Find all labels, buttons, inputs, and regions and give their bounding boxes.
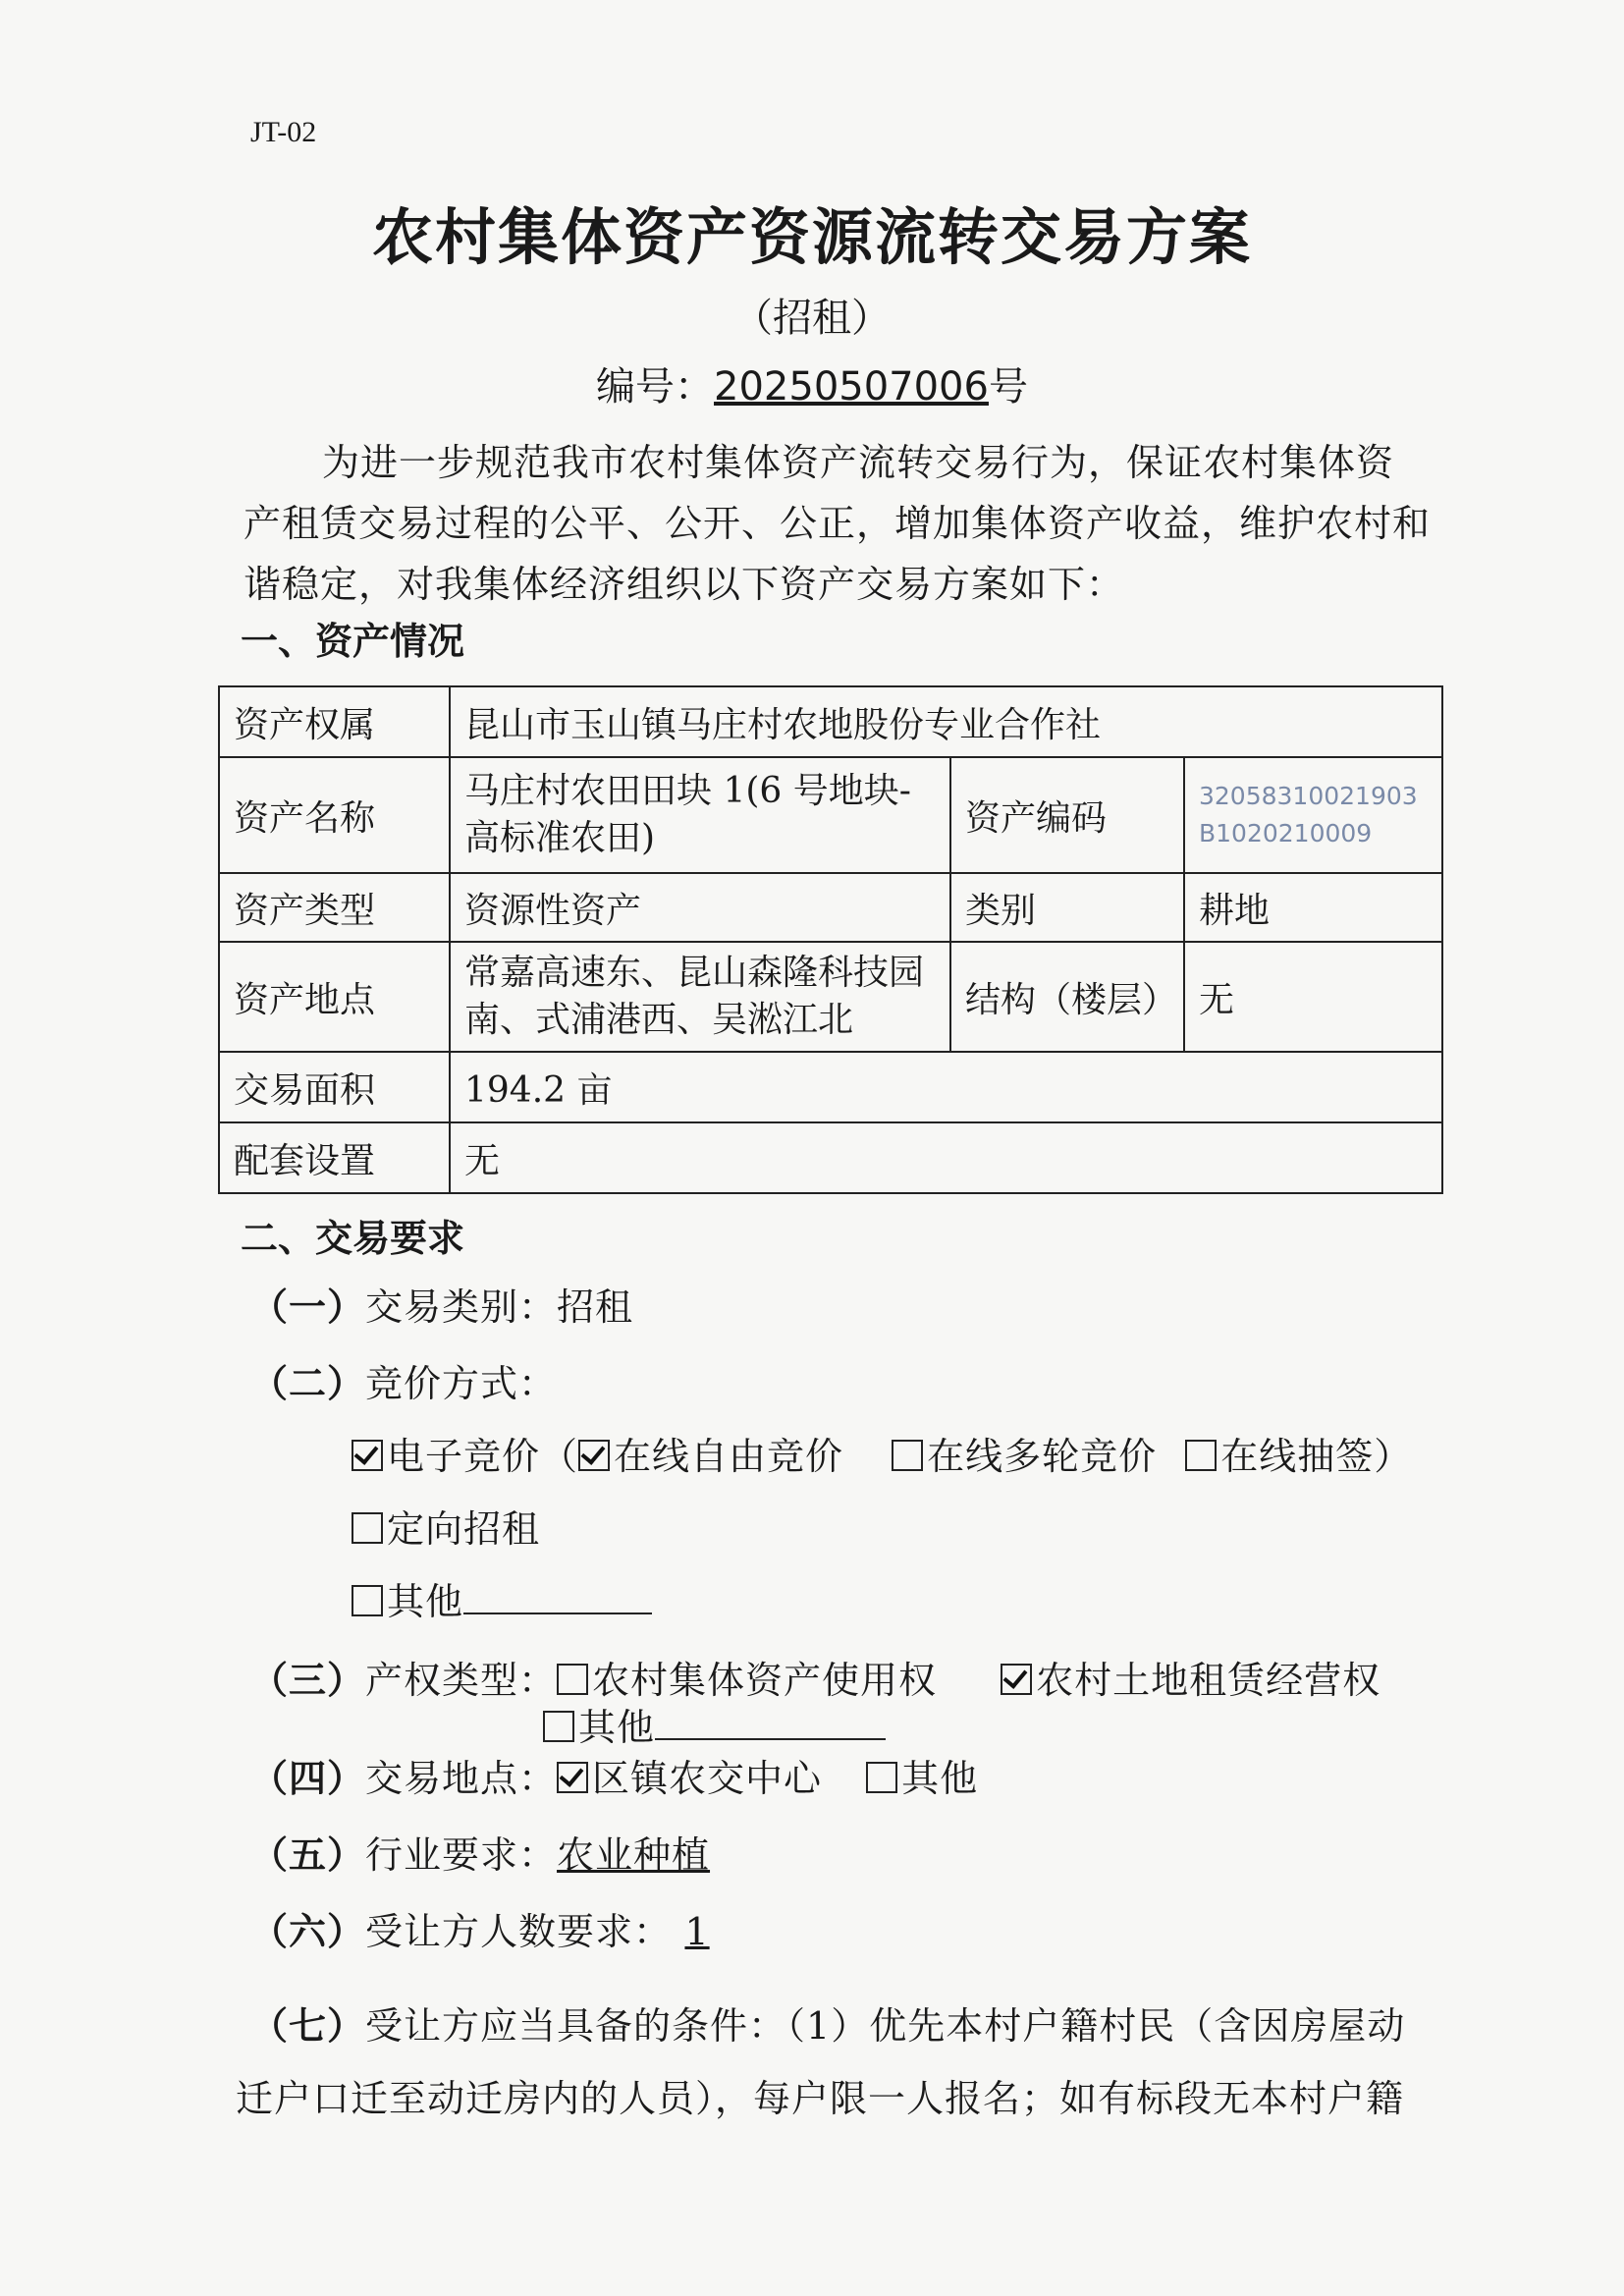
asset-table	[218, 685, 1443, 1194]
req-transaction-location	[250, 1748, 978, 1802]
req-bidding-method	[250, 1353, 557, 1407]
type-value: 资源性资产	[450, 873, 950, 942]
section-asset-heading: 一、资产情况	[241, 620, 465, 663]
req-transaction-category	[250, 1277, 633, 1331]
number-value: 20250507006	[714, 364, 989, 410]
req-transferee-conditions-cont: 迁户口迁至动迁房内的人员），每户限一人报名；如有标段无本村户籍	[236, 2077, 1405, 2120]
location-value: 常嘉高速东、昆山森隆科技园南、式浦港西、吴淞江北	[450, 942, 950, 1052]
req1-num: （一）	[250, 1285, 366, 1329]
name-label: 资产名称	[219, 757, 450, 873]
bidding-other-checkbox[interactable]	[352, 1585, 383, 1616]
req-transferee-conditions	[250, 1995, 1405, 2050]
table-row	[219, 942, 1442, 1052]
name-value: 马庄村农田田块 1(6 号地块-高标准农田)	[450, 757, 950, 873]
section-requirements-heading: 二、交易要求	[241, 1217, 465, 1260]
district-center-label: 区镇农交中心	[592, 1757, 823, 1800]
online-draw-label: 在线抽签）	[1220, 1435, 1413, 1478]
category-label: 类别	[950, 873, 1184, 942]
code-value: 32058310021903B1020210009	[1184, 757, 1442, 873]
industry-value: 农业种植	[557, 1833, 711, 1877]
req7-num: （七）	[250, 2004, 366, 2048]
property-other-blank[interactable]	[655, 1734, 886, 1740]
req-property-right-type	[250, 1650, 1380, 1704]
land-lease-right-checkbox[interactable]	[1001, 1664, 1032, 1695]
district-center-checkbox[interactable]	[557, 1762, 588, 1793]
document-subtitle: （招租）	[733, 296, 891, 341]
collective-asset-use-label: 农村集体资产使用权	[592, 1659, 938, 1702]
req5-num: （五）	[250, 1833, 366, 1877]
location-other-checkbox[interactable]	[866, 1762, 897, 1793]
table-row	[219, 873, 1442, 942]
category-value: 耕地	[1184, 873, 1442, 942]
online-multi-label: 在线多轮竞价	[927, 1435, 1158, 1478]
req6-text: 受让方人数要求：	[365, 1910, 673, 1953]
location-other-label: 其他	[901, 1757, 979, 1800]
bidding-other-blank[interactable]	[463, 1609, 652, 1614]
online-free-label: 在线自由竞价	[614, 1435, 844, 1478]
facility-value: 无	[450, 1122, 1442, 1193]
electronic-bidding-label: 电子竞价（	[387, 1435, 579, 1478]
req4-text: 交易地点：	[365, 1757, 558, 1800]
table-row	[219, 757, 1442, 873]
bidding-options-row	[352, 1426, 1412, 1480]
property-other-label: 其他	[578, 1706, 656, 1749]
directed-leasing-checkbox[interactable]	[352, 1512, 383, 1544]
number-prefix: 编号：	[596, 364, 715, 410]
structure-label: 结构（楼层）	[950, 942, 1184, 1052]
directed-option-row	[352, 1499, 540, 1553]
req1-text: 交易类别：招租	[365, 1285, 634, 1329]
document-title: 农村集体资产资源流转交易方案	[371, 201, 1252, 273]
bidding-other-label: 其他	[387, 1580, 464, 1623]
land-lease-right-label: 农村土地租赁经营权	[1036, 1659, 1381, 1702]
req7-line1: 受让方应当具备的条件：（1）优先本村户籍村民（含因房屋动	[365, 2004, 1406, 2048]
number-suffix: 号	[988, 364, 1028, 410]
req6-num: （六）	[250, 1910, 366, 1953]
directed-leasing-label: 定向招租	[387, 1507, 541, 1551]
intro-paragraph: 为进一步规范我市农村集体资产流转交易行为，保证农村集体资产租赁交易过程的公平、公开、公正，增加集体资产收益，维护农村和谐稳定，对我集体经济组织以下资产交易方案如下：	[244, 441, 1432, 606]
code-label: 资产编码	[950, 757, 1184, 873]
req2-num: （二）	[250, 1362, 366, 1405]
location-label: 资产地点	[219, 942, 450, 1052]
req-industry	[250, 1825, 710, 1879]
req3-text: 产权类型：	[365, 1659, 558, 1702]
collective-asset-use-checkbox[interactable]	[557, 1664, 588, 1695]
online-free-checkbox[interactable]	[578, 1440, 610, 1471]
online-multi-checkbox[interactable]	[892, 1440, 923, 1471]
table-row	[219, 1052, 1442, 1122]
owner-label: 资产权属	[219, 686, 450, 757]
req4-num: （四）	[250, 1757, 366, 1800]
req5-text: 行业要求：	[365, 1833, 558, 1877]
document-number	[0, 355, 1624, 411]
electronic-bidding-checkbox[interactable]	[352, 1440, 383, 1471]
owner-value: 昆山市玉山镇马庄村农地股份专业合作社	[450, 686, 1442, 757]
document-code: JT-02	[250, 116, 317, 148]
area-label: 交易面积	[219, 1052, 450, 1122]
structure-value: 无	[1184, 942, 1442, 1052]
transferee-count-value: 1	[684, 1910, 710, 1953]
property-other-checkbox[interactable]	[543, 1711, 574, 1742]
table-row	[219, 686, 1442, 757]
req-transferee-count	[250, 1901, 723, 1955]
bidding-other-row	[352, 1571, 652, 1625]
type-label: 资产类型	[219, 873, 450, 942]
facility-label: 配套设置	[219, 1122, 450, 1193]
property-other-row	[543, 1697, 886, 1751]
req3-num: （三）	[250, 1659, 366, 1702]
req2-text: 竞价方式：	[365, 1362, 558, 1405]
area-value: 194.2 亩	[450, 1052, 1442, 1122]
online-draw-checkbox[interactable]	[1185, 1440, 1217, 1471]
table-row	[219, 1122, 1442, 1193]
